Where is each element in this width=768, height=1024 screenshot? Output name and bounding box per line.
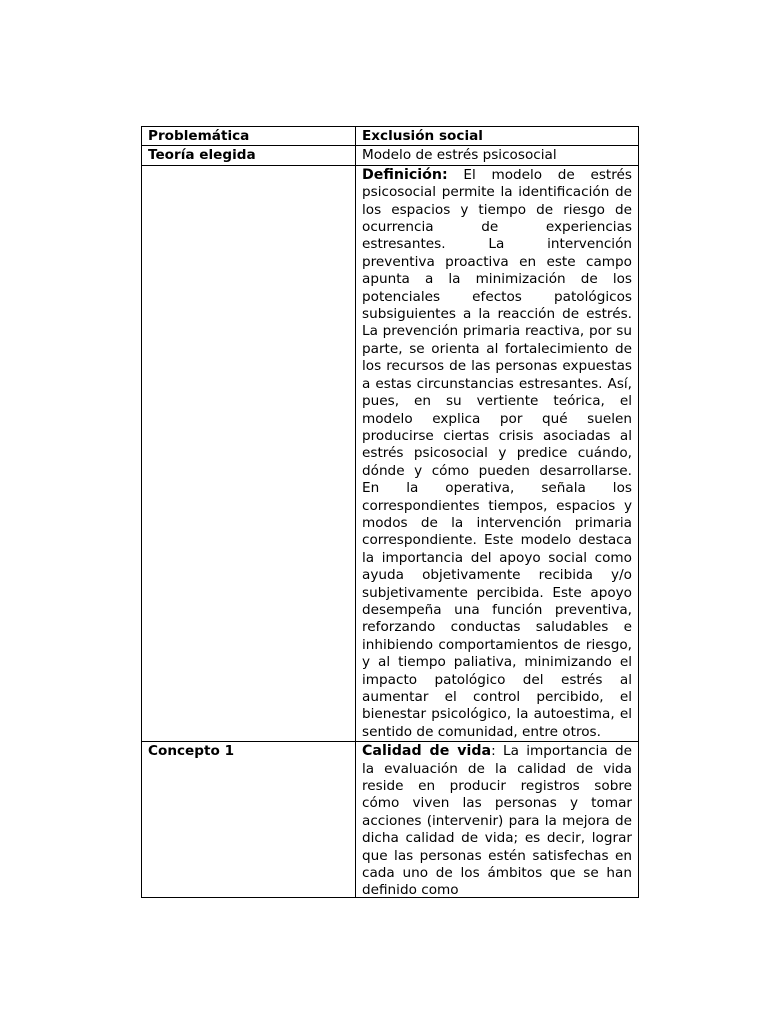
row-label: Concepto 1 bbox=[142, 742, 356, 898]
row-label bbox=[142, 165, 356, 741]
row-value: Exclusión social bbox=[356, 127, 639, 146]
table-row-definicion bbox=[142, 165, 639, 741]
definition-cell bbox=[356, 165, 639, 741]
table-row-problematica bbox=[142, 127, 639, 146]
document-table bbox=[141, 126, 639, 898]
table-row-concepto-1 bbox=[142, 742, 639, 898]
row-value: Modelo de estrés psicosocial bbox=[356, 146, 639, 165]
table-row-teoria bbox=[142, 146, 639, 165]
row-label: Problemática bbox=[142, 127, 356, 146]
definition-text: El modelo de estrés psicosocial permite la identificación de los espacios y tiempo de riesgo de ocurrencia de experiencias estresantes. La intervención preventiva proactiva en este campo apunta a la minimización de los potenciales efectos patológicos subsiguientes a la reacción de estrés. La prevención primaria reactiva, por su parte, se orienta al fortalecimiento de los recursos de las personas expuestas a estas circunstancias estresantes. Así, pues, en su vertiente teórica, el modelo explica por qué suelen producirse ciertas crisis asociadas al estrés psicosocial y predice cuándo, dónde y cómo pueden desarrollarse. En la operativa, señala los correspondientes tiempos, espacios y modos de la intervención primaria correspondiente. Este modelo destaca la importancia del apoyo social como ayuda objetivamente recibida y/o subjetivamente percibida. Este apoyo desempeña una función preventiva, reforzando conductas saludables e inhibiendo comportamientos de riesgo, y al tiempo paliativa, minimizando el impacto patológico del estrés al aumentar el control percibido, el bienestar psicológico, la autoestima, el sentido de comunidad, entre otros. bbox=[362, 166, 632, 740]
row-label: Teoría elegida bbox=[142, 146, 356, 165]
concept-cell bbox=[356, 742, 639, 898]
concept-heading: Calidad de vida bbox=[362, 743, 492, 760]
definition-heading: Definición: bbox=[362, 166, 448, 183]
concept-text: : La importancia de la evaluación de la calidad de vida reside en producir registros sobre cómo viven las personas y tomar acciones (intervenir) para la mejora de dicha calidad de vida; es decir, lograr que las personas estén satisfechas en cada uno de los ámbitos que se han definido como bbox=[362, 743, 632, 898]
